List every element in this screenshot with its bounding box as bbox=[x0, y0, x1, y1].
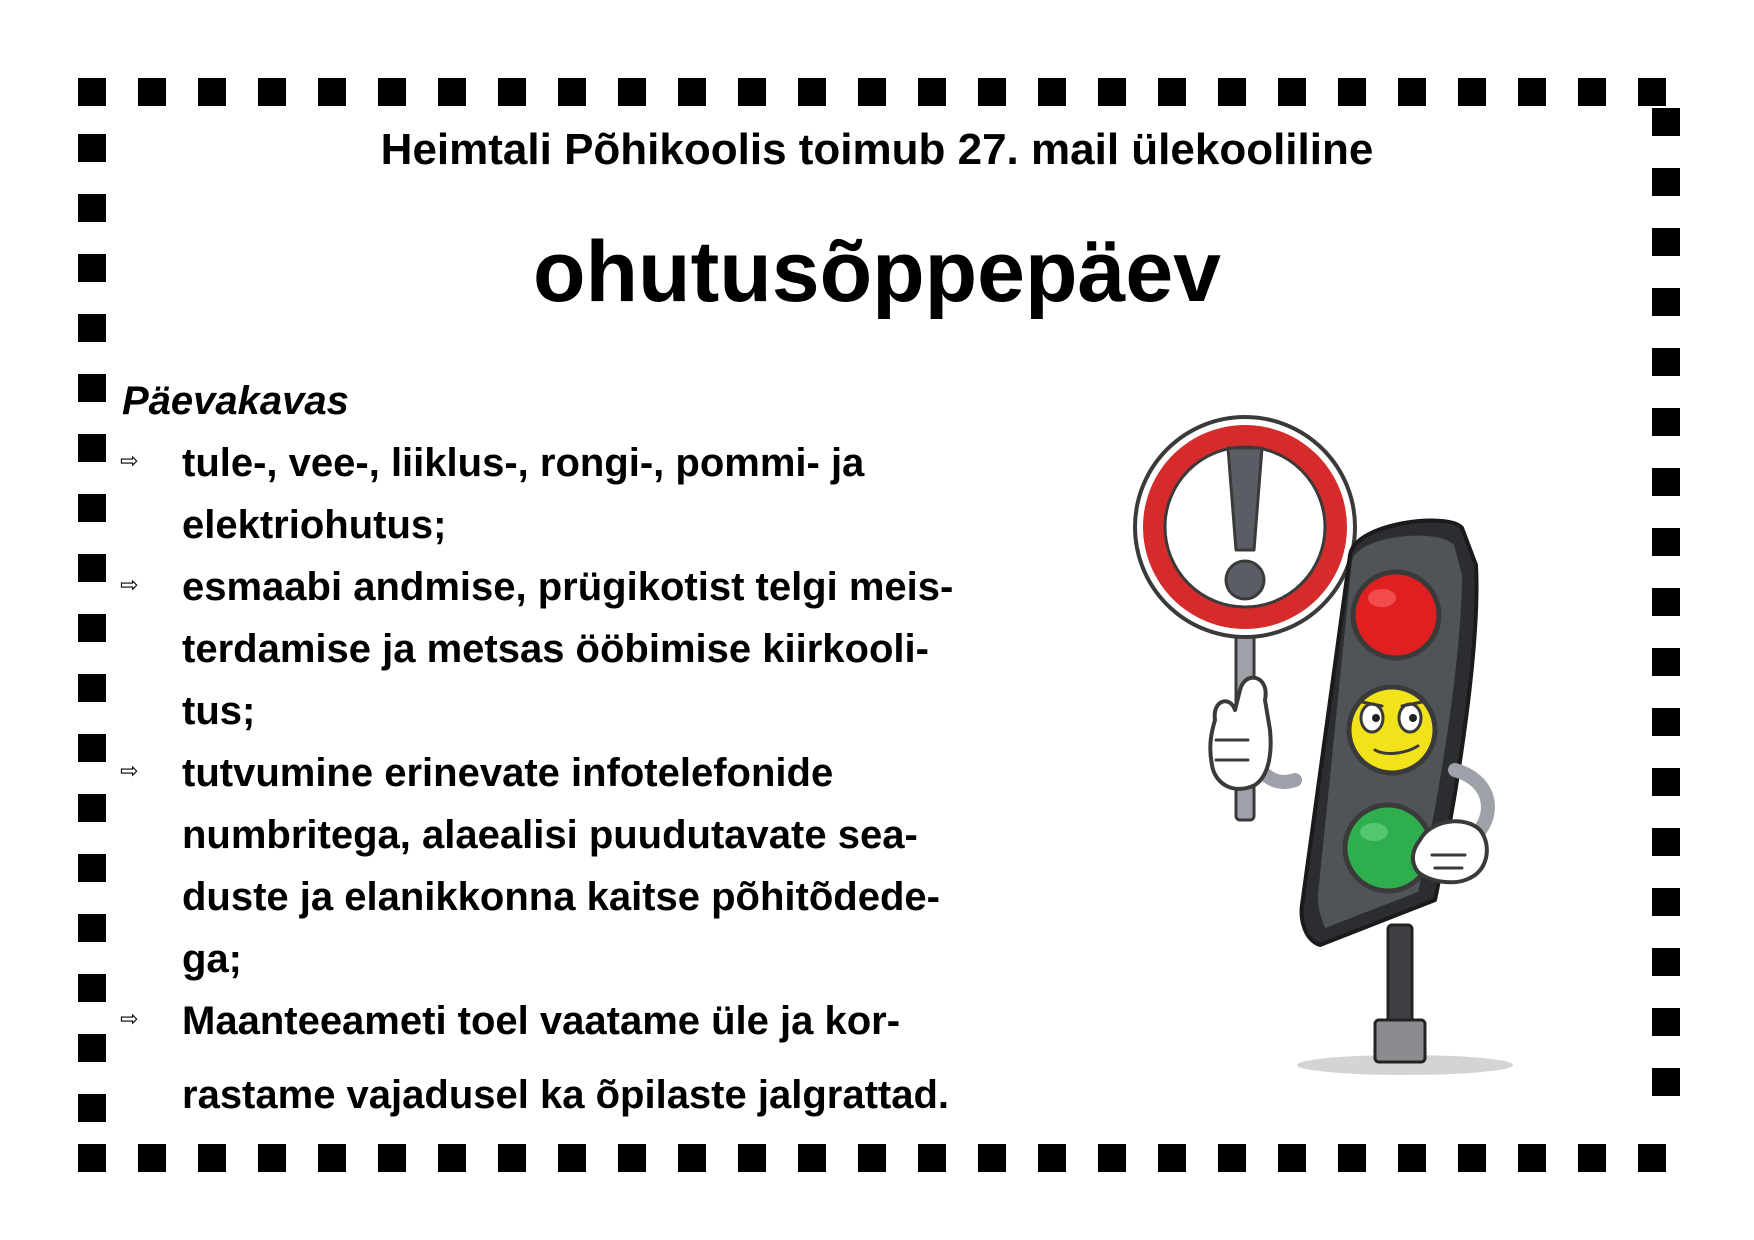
border-square bbox=[78, 1094, 106, 1122]
border-square bbox=[558, 1144, 586, 1172]
border-square bbox=[1158, 1144, 1186, 1172]
agenda-item bbox=[120, 990, 1040, 1126]
border-square bbox=[78, 974, 106, 1002]
border-square bbox=[618, 78, 646, 106]
page-title: ohutusõppepäev bbox=[532, 224, 1222, 320]
border-square bbox=[798, 1144, 826, 1172]
agenda-heading: Päevakavas bbox=[122, 379, 349, 423]
border-square bbox=[1338, 78, 1366, 106]
agenda-item-line: duste ja elanikkonna kaitse põhitõdede- bbox=[182, 875, 940, 919]
border-square bbox=[1458, 1144, 1486, 1172]
border-square bbox=[438, 78, 466, 106]
border-square bbox=[318, 1144, 346, 1172]
border-square bbox=[78, 674, 106, 702]
border-square bbox=[1038, 78, 1066, 106]
border-square bbox=[738, 1144, 766, 1172]
border-square bbox=[1038, 1144, 1066, 1172]
border-square bbox=[798, 78, 826, 106]
agenda-item bbox=[120, 742, 1040, 990]
border-square bbox=[1652, 648, 1680, 676]
border-square bbox=[78, 494, 106, 522]
border-square bbox=[198, 1144, 226, 1172]
border-square bbox=[1652, 948, 1680, 976]
border-square bbox=[1652, 888, 1680, 916]
border-square bbox=[258, 78, 286, 106]
border-square bbox=[738, 78, 766, 106]
border-square bbox=[78, 914, 106, 942]
agenda-item-line: tus; bbox=[182, 689, 256, 733]
border-square bbox=[1652, 1008, 1680, 1036]
border-square bbox=[1652, 828, 1680, 856]
agenda-item bbox=[120, 556, 1040, 742]
border-square bbox=[378, 1144, 406, 1172]
subtitle: Heimtali Põhikoolis toimub 27. mail ülekooliline bbox=[380, 125, 1374, 174]
agenda-item-line: tule-, vee-, liiklus-, rongi-, pommi- ja bbox=[182, 441, 865, 485]
border-square bbox=[918, 1144, 946, 1172]
agenda-item-line: numbritega, alaealisi puudutavate sea- bbox=[182, 813, 918, 857]
border-square bbox=[678, 78, 706, 106]
border-square bbox=[1398, 1144, 1426, 1172]
border-square bbox=[498, 1144, 526, 1172]
border-square bbox=[1578, 78, 1606, 106]
border-square bbox=[498, 78, 526, 106]
border-square bbox=[378, 78, 406, 106]
agenda-item-line: rastame vajadusel ka õpilaste jalgrattad. bbox=[182, 1073, 950, 1117]
border-square bbox=[1652, 768, 1680, 796]
agenda-item-line: terdamise ja metsas ööbimise kiirkooli- bbox=[182, 627, 929, 671]
border-square bbox=[1652, 408, 1680, 436]
agenda-item bbox=[120, 432, 1040, 556]
double-arrow-right-icon: ⇨ bbox=[120, 572, 139, 597]
border-square bbox=[78, 374, 106, 402]
border-square bbox=[438, 1144, 466, 1172]
double-arrow-right-icon: ⇨ bbox=[120, 758, 139, 783]
border-square bbox=[678, 1144, 706, 1172]
agenda-item-line: elektriohutus; bbox=[182, 503, 447, 547]
border-square bbox=[618, 1144, 646, 1172]
border-square bbox=[198, 78, 226, 106]
border-square bbox=[1652, 528, 1680, 556]
agenda-list bbox=[120, 432, 1040, 1126]
border-square bbox=[1338, 1144, 1366, 1172]
border-square bbox=[78, 78, 106, 106]
border-square bbox=[78, 1144, 106, 1172]
border-square bbox=[1578, 1144, 1606, 1172]
agenda-item-line: Maanteeameti toel vaatame üle ja kor- bbox=[182, 999, 901, 1043]
border-square bbox=[1398, 78, 1426, 106]
border-square bbox=[1278, 1144, 1306, 1172]
double-arrow-right-icon: ⇨ bbox=[120, 448, 139, 473]
traffic-light-mascot-with-warning-sign-icon bbox=[1120, 400, 1540, 1090]
border-square bbox=[1458, 78, 1486, 106]
border-square bbox=[258, 1144, 286, 1172]
border-square bbox=[1638, 1144, 1666, 1172]
border-square bbox=[1218, 78, 1246, 106]
border-square bbox=[1158, 78, 1186, 106]
border-square bbox=[78, 734, 106, 762]
border-square bbox=[78, 554, 106, 582]
border-square bbox=[78, 1034, 106, 1062]
double-arrow-right-icon: ⇨ bbox=[120, 1006, 139, 1031]
border-square bbox=[78, 194, 106, 222]
border-square bbox=[1638, 78, 1666, 106]
border-square bbox=[1652, 468, 1680, 496]
border-square bbox=[78, 434, 106, 462]
border-square bbox=[1518, 78, 1546, 106]
agenda-item-line: esmaabi andmise, prügikotist telgi meis- bbox=[182, 565, 954, 609]
border-square bbox=[78, 794, 106, 822]
border-square bbox=[1098, 1144, 1126, 1172]
agenda-item-line: ga; bbox=[182, 937, 242, 981]
border-square bbox=[138, 78, 166, 106]
border-square bbox=[1652, 1068, 1680, 1096]
border-square bbox=[1518, 1144, 1546, 1172]
border-square bbox=[1652, 348, 1680, 376]
border-square bbox=[1652, 588, 1680, 616]
border-square bbox=[1278, 78, 1306, 106]
agenda-item-line: tutvumine erinevate infotelefonide bbox=[182, 751, 834, 795]
border-square bbox=[918, 78, 946, 106]
border-square bbox=[78, 854, 106, 882]
border-square bbox=[978, 78, 1006, 106]
border-square bbox=[138, 1144, 166, 1172]
border-square bbox=[858, 78, 886, 106]
border-square bbox=[1652, 708, 1680, 736]
border-square bbox=[78, 614, 106, 642]
border-square bbox=[1218, 1144, 1246, 1172]
border-square bbox=[318, 78, 346, 106]
border-square bbox=[1098, 78, 1126, 106]
border-square bbox=[978, 1144, 1006, 1172]
border-square bbox=[558, 78, 586, 106]
border-square bbox=[858, 1144, 886, 1172]
